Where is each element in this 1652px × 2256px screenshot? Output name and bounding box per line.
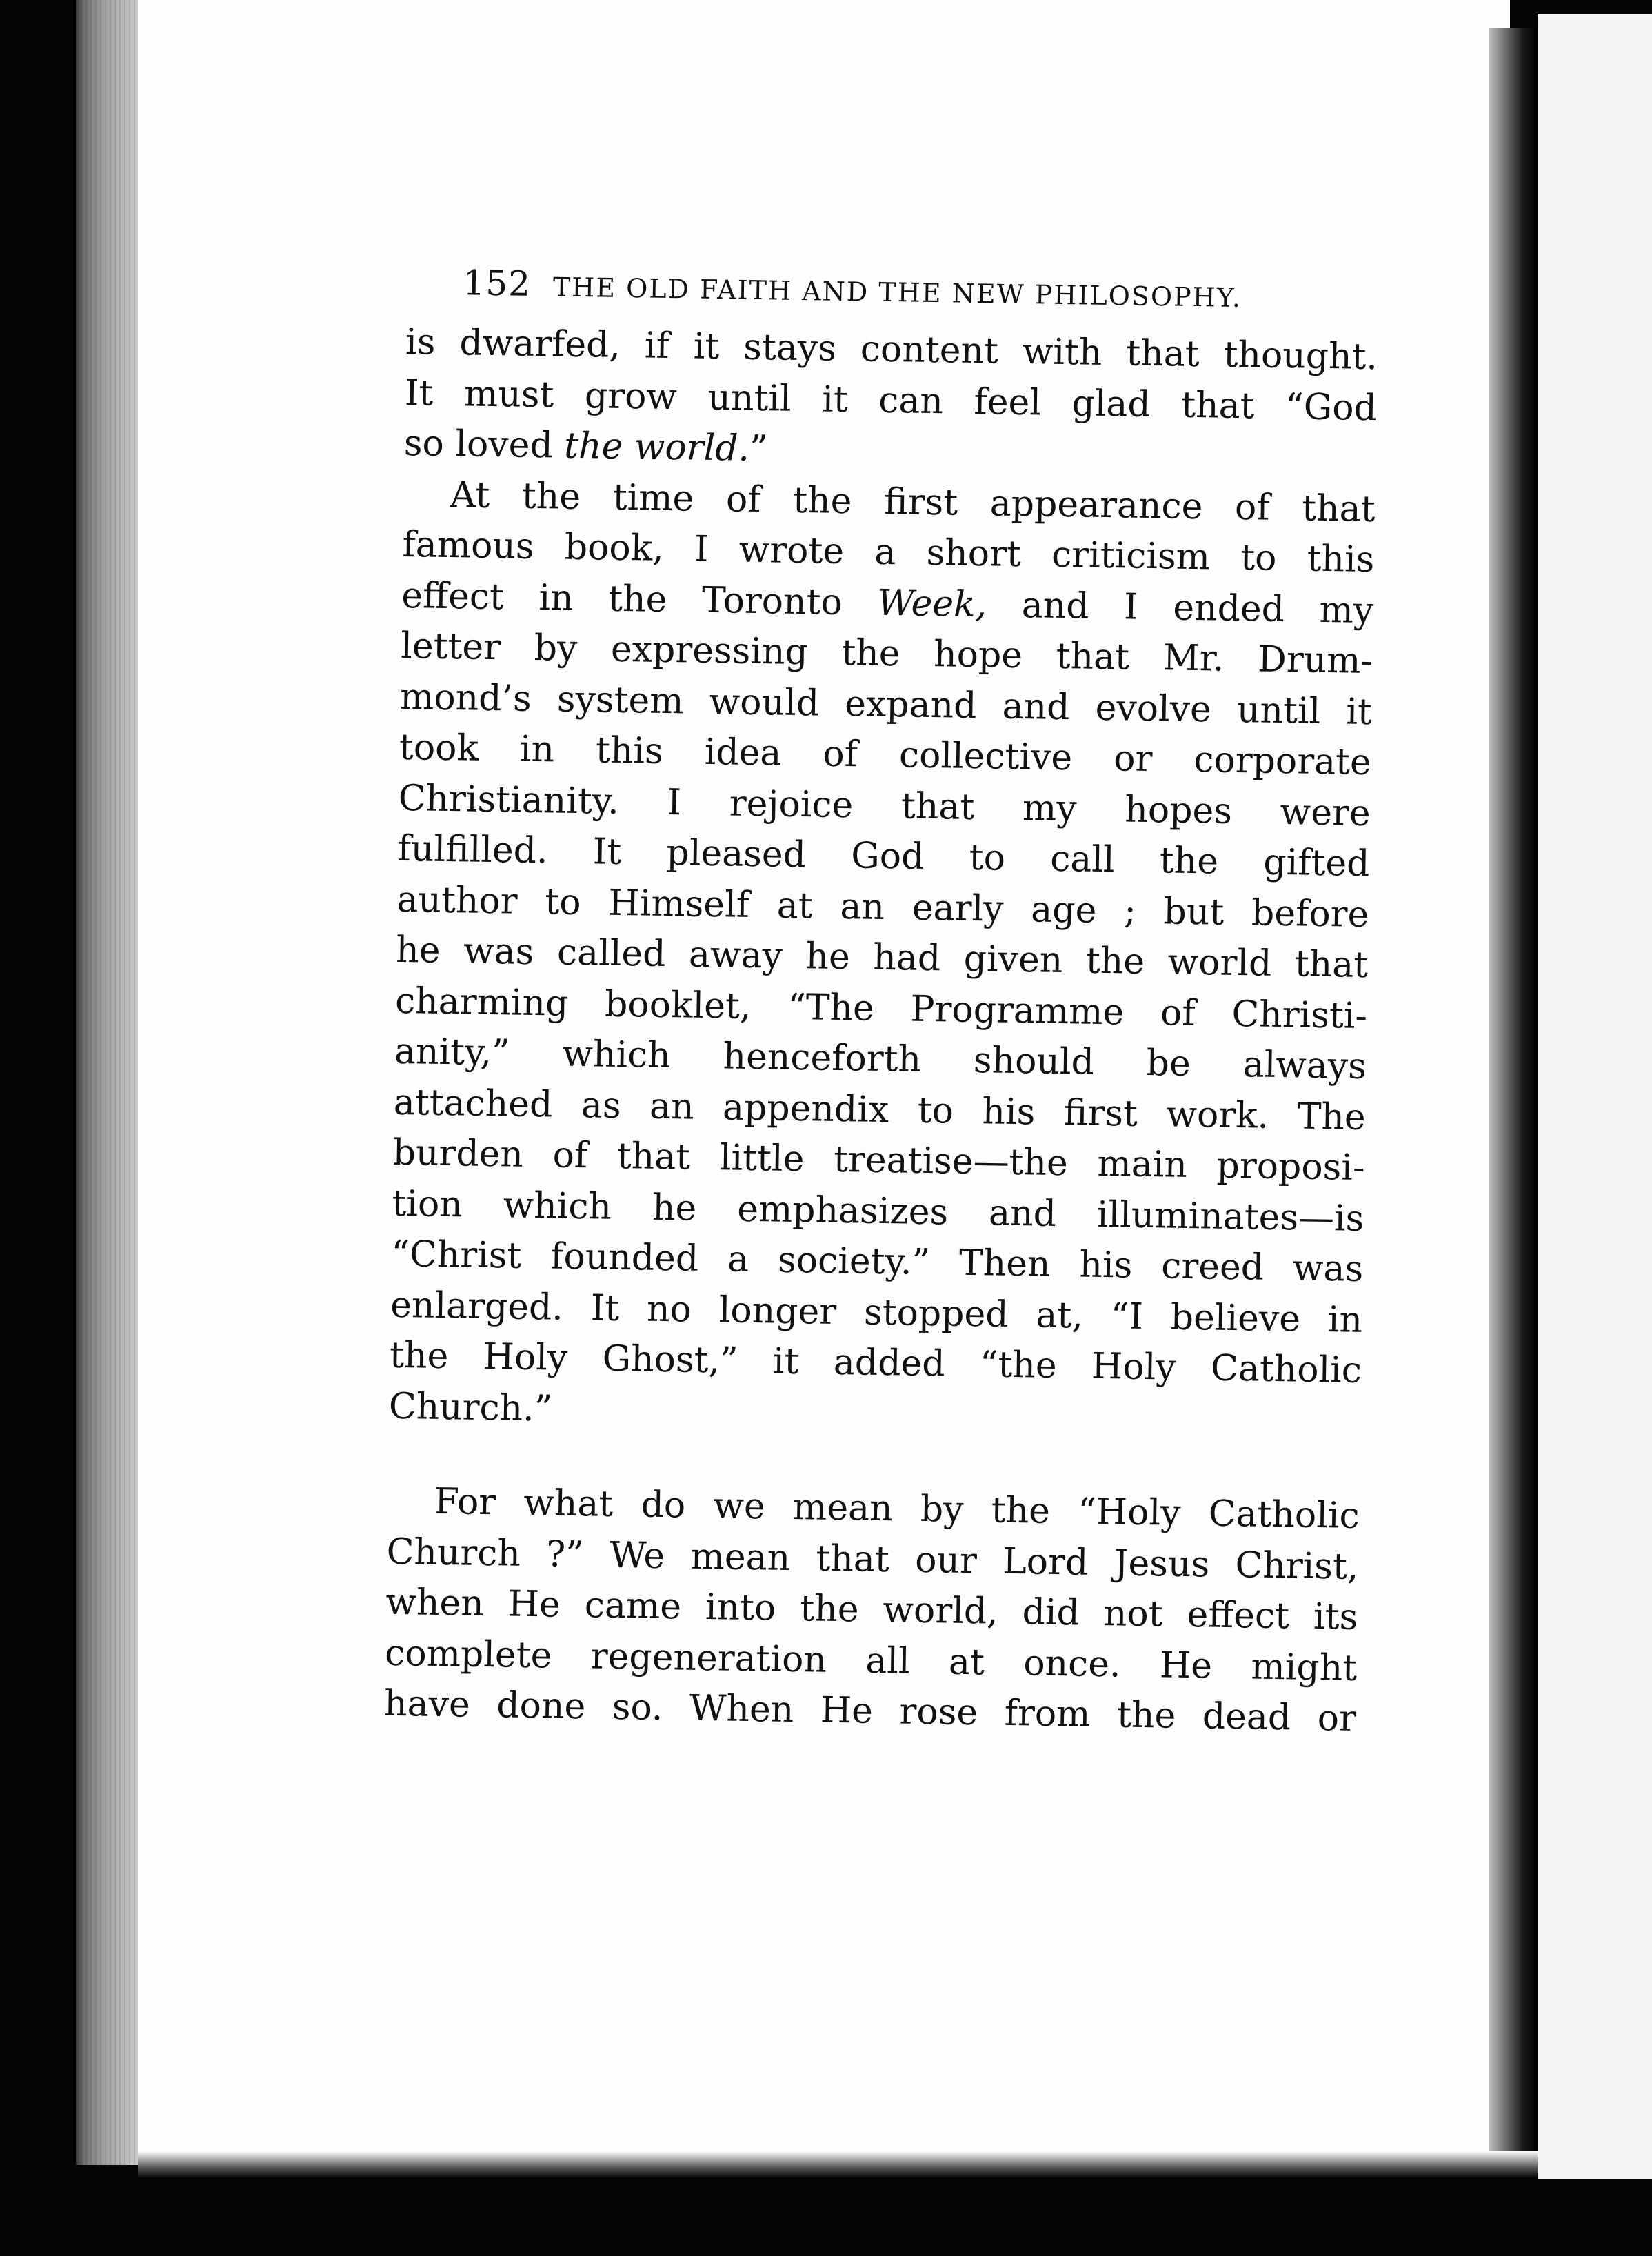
text-line: At the time of the first appearance of that: [450, 474, 1376, 530]
page-number: 152: [463, 263, 532, 304]
text-line: Church ?” We mean that our Lord Jesus Christ,: [386, 1531, 1359, 1588]
text-line: is dwarfed, if it stays content with that thought.: [405, 321, 1378, 379]
text-line: so loved the world.”: [403, 422, 769, 470]
text-line: charming booklet, “The Programme of Christi-: [394, 980, 1368, 1037]
text-line: complete regeneration all at once. He might: [384, 1632, 1358, 1689]
text-line: mond’s system would expand and evolve until it: [399, 676, 1373, 733]
paragraph-3: [384, 1476, 1360, 1745]
text-line: the Holy Ghost,” it added “the Holy Catholic: [389, 1334, 1362, 1391]
page-bottom-shadow: [138, 2151, 1538, 2179]
page-text: [384, 262, 1379, 1744]
paragraph-1: [403, 317, 1378, 485]
italic-phrase: Week,: [876, 582, 987, 625]
text-line: It must grow until it can feel glad that “God: [404, 372, 1378, 429]
text-line: letter by expressing the hope that Mr. Drum-: [400, 625, 1373, 683]
italic-phrase: the world.: [563, 425, 750, 470]
text-line: “Christ founded a society.” Then his creed was: [390, 1233, 1364, 1290]
text-line: anity,” which henceforth should be always: [394, 1030, 1367, 1088]
paragraph-2: [388, 469, 1376, 1447]
text-line: took in this idea of collective or corporate: [399, 726, 1372, 784]
text-line: famous book, I wrote a short criticism to this: [402, 523, 1375, 581]
text-line: author to Himself at an early age ; but before: [396, 878, 1369, 936]
text-line: when He came into the world, did not effect its: [385, 1581, 1358, 1638]
running-title: THE OLD FAITH AND THE NEW PHILOSOPHY.: [552, 272, 1242, 314]
text-line: For what do we mean by the “Holy Catholic: [434, 1480, 1360, 1537]
text-line: have done so. When He rose from the dead or: [383, 1682, 1357, 1740]
text-line: fulfilled. It pleased God to call the gifted: [397, 827, 1370, 885]
text-line: Church.”: [388, 1385, 553, 1430]
book-gutter-shadow: [1489, 28, 1538, 2172]
text-line: tion which he emphasizes and illuminates—is: [392, 1182, 1364, 1240]
text-line: effect in the Toronto Week, and I ended my: [401, 574, 1374, 632]
text-line: burden of that little treatise—the main proposi-: [392, 1131, 1366, 1189]
text-line: attached as an appendix to his first work. The: [393, 1081, 1367, 1138]
text-line: Christianity. I rejoice that my hopes were: [398, 777, 1371, 834]
facing-page: [1538, 14, 1652, 2179]
text-line: he was called away he had given the world that: [395, 929, 1369, 987]
text-line: enlarged. It no longer stopped at, “I believe in: [390, 1284, 1363, 1341]
